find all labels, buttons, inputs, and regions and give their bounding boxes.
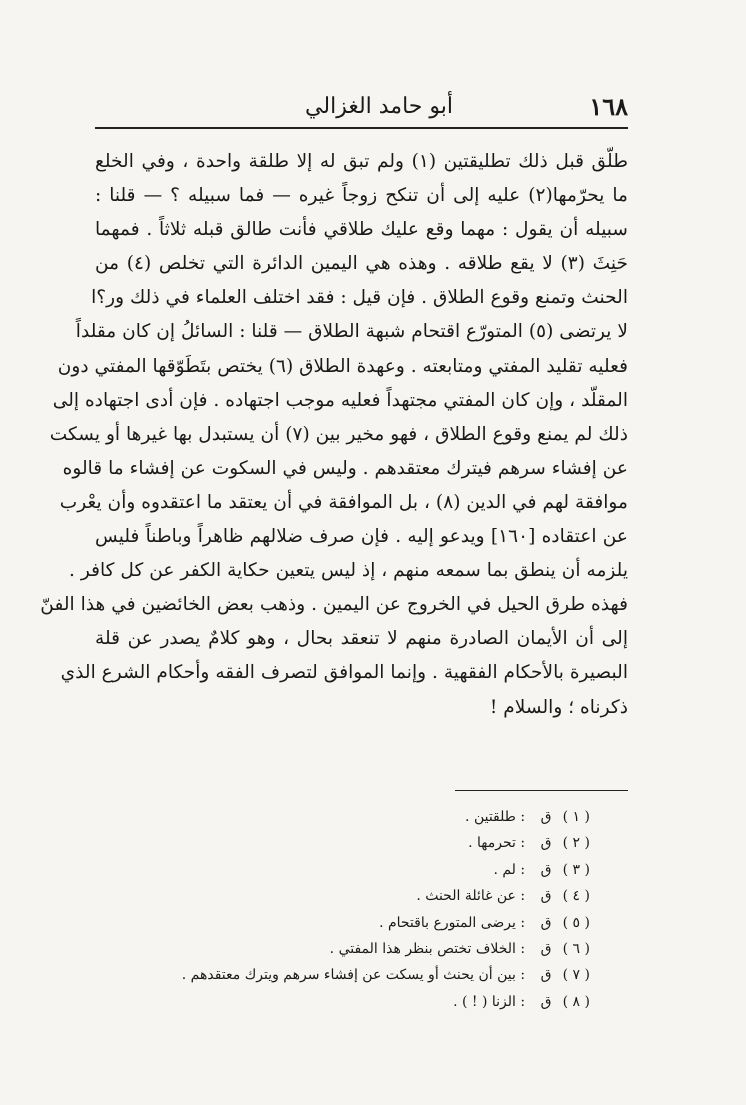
footnote-source: ق	[540, 835, 552, 852]
footnote-source: ق	[540, 888, 552, 905]
footnote-text: بين أن يحنث أو يسكت عن إفشاء سرهم ويترك معتقدهم .	[181, 967, 516, 984]
footnote-source: ق	[540, 861, 552, 878]
text-line: طلّق قبل ذلك تطليقتين (١) ولم تبق له إلا طلقة واحدة ، وفي الخلع	[95, 151, 628, 172]
footnote-number: ( ٢ )	[562, 835, 590, 852]
footnote-source: ق	[540, 967, 552, 984]
footnote: ( ٧ ) ق : بين أن يحنث أو يسكت عن إفشاء سرهم ويترك معتقدهم .	[160, 962, 590, 988]
page-number: ١٦٨	[589, 92, 628, 121]
text-line: المقلّد ، وإن كان المفتي مجتهداً فعليه موجب اجتهاده . فإن أدى اجتهاده إلى	[52, 389, 628, 411]
footnote: ( ٥ ) ق : يرضى المتورع باقتحام .	[160, 910, 590, 936]
text-line: إلى أن الأيمان الصادرة منهم لا تنعقد بحال ، وهو كلامٌ يصدر عن قلة	[95, 628, 628, 650]
footnote: ( ٣ ) ق : لم .	[160, 857, 590, 883]
header-rule	[95, 127, 628, 129]
text-line: حَنِثَ (٣) لا يقع طلاقه . وهذه هي اليمين الدائرة التي تخلص (٤) من	[95, 253, 629, 275]
footnote-text: لم .	[493, 861, 516, 878]
footnote-text: تحرمها .	[468, 835, 516, 852]
running-title: أبو حامد الغزالي	[305, 94, 453, 119]
text-line: ما يحرّمها(٢) عليه إلى أن تنكح زوجاً غيره — فما سبيله ؟ — قلنا :	[95, 185, 629, 207]
footnote-number: ( ٨ )	[562, 993, 590, 1010]
text-line: فهذه طرق الحيل في الخروج عن اليمين . وذهب بعض الخائضين في هذا الفنّ	[40, 594, 628, 616]
footnote-number: ( ٥ )	[562, 914, 590, 931]
text-line: الحنث وتمنع وقوع الطلاق . فإن قيل : فقد اختلف العلماء في ذلك ور؟ا	[91, 287, 628, 309]
page-header	[95, 88, 628, 128]
footnote: ( ٢ ) ق : تحرمها .	[160, 830, 590, 856]
footnote-number: ( ٣ )	[562, 861, 590, 878]
footnote-rule	[455, 790, 628, 791]
footnote-source: ق	[540, 914, 552, 931]
footnote-text: عن غائلة الحنث .	[416, 888, 516, 905]
footnote-text: الخلاف تختص بنظر هذا المفتي .	[329, 940, 516, 957]
footnote-source: ق	[540, 940, 552, 957]
footnote-text: الزنا ( ! ) .	[453, 993, 516, 1010]
footnotes	[160, 804, 590, 1015]
text-line: ذكرناه ؛ والسلام !	[489, 696, 628, 718]
text-line: ذلك لم يمنع وقوع الطلاق ، فهو مخير بين (٧) أن يستبدل بها غيرها أو يسكت	[49, 423, 628, 445]
text-line: فعليه تقليد المفتي ومتابعته . وعهدة الطلاق (٦) يختص بتَطَوّقها المفتي دون	[57, 355, 628, 377]
footnote-number: ( ٧ )	[562, 967, 590, 984]
body-text	[40, 145, 629, 725]
text-line: عن اعتقاده [١٦٠] ويدعو إليه . فإن صرف ضلالهم ظاهراً وباطناً فليس	[95, 526, 628, 548]
footnote-number: ( ٤ )	[562, 888, 590, 905]
text-line: موافقة لهم في الدين (٨) ، بل الموافقة في أن يعتقد ما اعتقدوه وأن يعْرب	[59, 491, 628, 513]
footnote-text: يرضى المتورع باقتحام .	[379, 914, 516, 931]
text-line: سبيله أن يقول : مهما وقع عليك طلاقي فأنت طالق قبله ثلاثاً . فمهما	[95, 219, 628, 241]
footnote: ( ٨ ) ق : الزنا ( ! ) .	[160, 989, 590, 1015]
footnote-text: طلقتين .	[465, 809, 516, 825]
footnote-number: ( ١ )	[562, 809, 590, 825]
footnote-number: ( ٦ )	[562, 940, 590, 957]
footnote-source: ق	[540, 809, 552, 825]
footnote: ( ١ ) ق : طلقتين .	[160, 804, 590, 830]
footnote: ( ٤ ) ق : عن غائلة الحنث .	[160, 883, 590, 909]
text-line: لا يرتضى (٥) المتورّع اقتحام شبهة الطلاق — قلنا : السائلُ إن كان مقلداً	[75, 321, 628, 343]
text-line: عن إفشاء سرهم فيترك معتقدهم . وليس في السكوت عن إفشاء ما قالوه	[62, 457, 628, 479]
text-line: البصيرة بالأحكام الفقهية . وإنما الموافق لتصرف الفقه وأحكام الشرع الذي	[60, 662, 628, 684]
footnote: ( ٦ ) ق : الخلاف تختص بنظر هذا المفتي .	[160, 936, 590, 962]
text-line: يلزمه أن ينطق بما سمعه منهم ، إذ ليس يتعين حكاية الكفر عن كل كافر .	[69, 560, 628, 582]
footnote-source: ق	[540, 993, 552, 1010]
